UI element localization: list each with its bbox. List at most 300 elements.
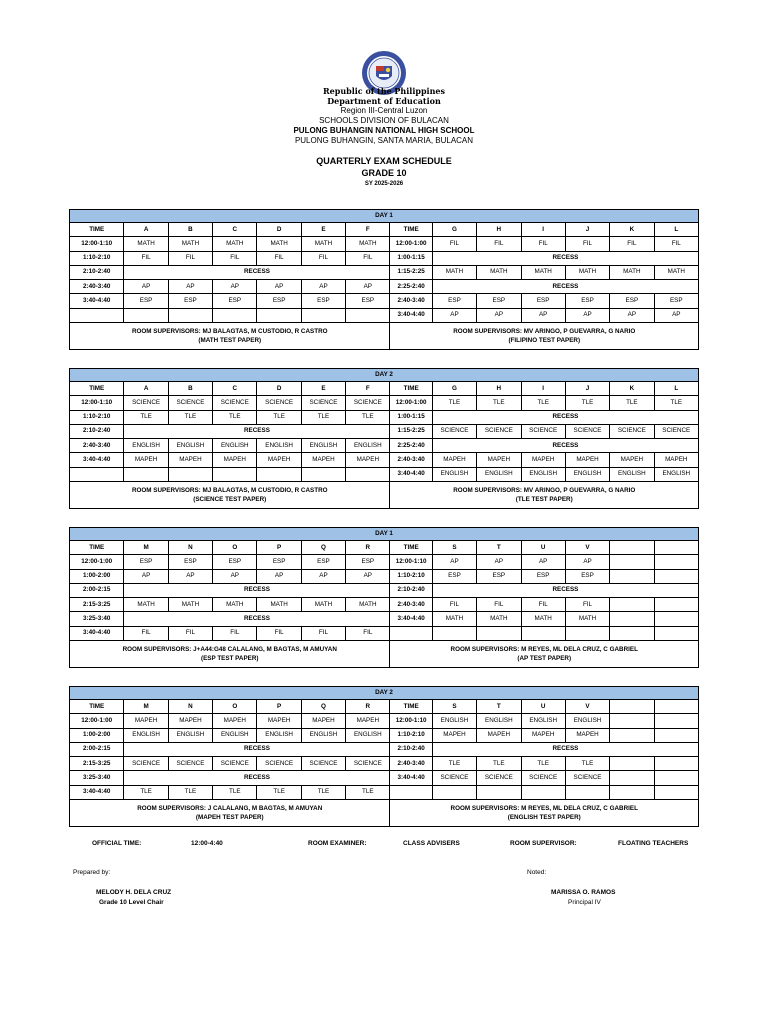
time-cell: 1:15-2:25 xyxy=(390,424,432,438)
schedule-table xyxy=(69,368,699,509)
time-cell: 2:10-2:40 xyxy=(70,265,124,279)
schedule-row xyxy=(70,265,699,279)
recess-cell: RECESS xyxy=(124,583,390,597)
time-cell: 2:40-3:40 xyxy=(390,453,432,467)
official-time-value: 12:00-4:40 xyxy=(191,840,223,847)
subject-cell xyxy=(654,785,698,799)
time-cell: 2:10-2:40 xyxy=(390,742,432,756)
subject-cell: AP xyxy=(257,569,301,583)
section-header: U xyxy=(521,541,565,555)
subject-cell: MAPEH xyxy=(521,728,565,742)
subject-cell: AP xyxy=(301,569,345,583)
subject-cell xyxy=(346,467,390,481)
section-header: D xyxy=(257,223,301,237)
subject-cell: MATH xyxy=(257,598,301,612)
room-supervisors-right xyxy=(390,482,699,509)
subject-cell: MATH xyxy=(257,237,301,251)
subject-cell: MAPEH xyxy=(213,453,257,467)
time-cell: 1:10-2:10 xyxy=(390,569,432,583)
subject-cell: SCIENCE xyxy=(521,424,565,438)
test-paper-label: (ESP TEST PAPER) xyxy=(200,655,259,663)
subject-cell: MATH xyxy=(124,598,168,612)
subject-cell: MATH xyxy=(432,265,476,279)
section-header xyxy=(654,700,698,714)
subject-cell: FIL xyxy=(213,251,257,265)
subject-cell: AP xyxy=(124,280,168,294)
time-cell: 12:00-1:00 xyxy=(390,237,432,251)
time-cell: 12:00-1:00 xyxy=(390,396,432,410)
section-header: J xyxy=(565,382,609,396)
recess-cell: RECESS xyxy=(432,410,698,424)
section-header: C xyxy=(213,223,257,237)
section-header: P xyxy=(257,700,301,714)
subject-cell: ENGLISH xyxy=(654,467,698,481)
subject-cell: TLE xyxy=(168,785,212,799)
section-header: G xyxy=(432,382,476,396)
column-header-row xyxy=(70,382,699,396)
recess-cell: RECESS xyxy=(432,742,698,756)
column-header-row xyxy=(70,541,699,555)
subject-cell: MATH xyxy=(213,598,257,612)
subject-cell: ENGLISH xyxy=(565,714,609,728)
subject-cell: AP xyxy=(477,555,521,569)
subject-cell xyxy=(168,467,212,481)
recess-cell: RECESS xyxy=(124,771,390,785)
noter-title: Principal IV xyxy=(568,899,601,906)
section-header: L xyxy=(654,382,698,396)
subject-cell: FIL xyxy=(565,598,609,612)
subject-cell: SCIENCE xyxy=(168,757,212,771)
time-cell: 1:00-2:00 xyxy=(70,569,124,583)
time-cell: 12:00-1:00 xyxy=(70,555,124,569)
subject-cell: TLE xyxy=(257,410,301,424)
school-name: PULONG BUHANGIN NATIONAL HIGH SCHOOL xyxy=(293,126,475,135)
subject-cell: MAPEH xyxy=(432,453,476,467)
section-header: P xyxy=(257,541,301,555)
time-cell: 3:25-3:40 xyxy=(70,771,124,785)
section-header: Q xyxy=(301,700,345,714)
section-header: M xyxy=(124,700,168,714)
time-cell: 3:40-4:40 xyxy=(390,612,432,626)
subject-cell: SCIENCE xyxy=(477,771,521,785)
schedule-row xyxy=(70,785,699,799)
subject-cell: SCIENCE xyxy=(257,396,301,410)
department-line: Department of Education xyxy=(327,96,441,106)
subject-cell: SCIENCE xyxy=(213,396,257,410)
recess-cell: RECESS xyxy=(124,612,390,626)
day-header-row xyxy=(70,687,699,700)
subject-cell: MATH xyxy=(521,612,565,626)
schedule-row xyxy=(70,757,699,771)
section-header: U xyxy=(521,700,565,714)
time-cell: 1:10-2:10 xyxy=(390,728,432,742)
time-cell: 2:40-3:40 xyxy=(70,280,124,294)
subject-cell: MAPEH xyxy=(565,453,609,467)
subject-cell: ENGLISH xyxy=(565,467,609,481)
section-header: B xyxy=(168,382,212,396)
subject-cell xyxy=(477,626,521,640)
subject-cell: ENGLISH xyxy=(168,728,212,742)
subject-cell: TLE xyxy=(124,410,168,424)
subject-cell: FIL xyxy=(477,237,521,251)
subject-cell: MAPEH xyxy=(257,714,301,728)
subject-cell: ESP xyxy=(432,294,476,308)
subject-cell xyxy=(168,308,212,322)
day-label: DAY 1 xyxy=(70,210,699,223)
subject-cell: MATH xyxy=(565,612,609,626)
subject-cell: ESP xyxy=(565,294,609,308)
schedule-row xyxy=(70,453,699,467)
time-cell: 3:40-4:40 xyxy=(390,308,432,322)
schedule-table xyxy=(69,686,699,827)
subject-cell: SCIENCE xyxy=(654,424,698,438)
supervisor-names: ROOM SUPERVISORS: M REYES, ML DELA CRUZ, C GABRIEL xyxy=(450,645,638,653)
room-examiner-value: CLASS ADVISERS xyxy=(403,840,460,847)
subject-cell: FIL xyxy=(432,598,476,612)
recess-cell: RECESS xyxy=(124,265,390,279)
subject-cell: SCIENCE xyxy=(301,396,345,410)
schedule-row xyxy=(70,626,699,640)
time-cell: 3:40-4:40 xyxy=(70,294,124,308)
subject-cell: SCIENCE xyxy=(565,771,609,785)
section-header: E xyxy=(301,382,345,396)
subject-cell xyxy=(654,626,698,640)
noter-name: MARISSA O. RAMOS xyxy=(551,889,616,896)
schedule-row xyxy=(70,439,699,453)
subject-cell: MATH xyxy=(301,598,345,612)
subject-cell: TLE xyxy=(565,396,609,410)
subject-cell: SCIENCE xyxy=(346,757,390,771)
subject-cell xyxy=(610,728,654,742)
subject-cell: FIL xyxy=(521,237,565,251)
noted-label: Noted: xyxy=(527,869,547,876)
subject-cell: FIL xyxy=(124,626,168,640)
region-line: Region III-Central Luzon xyxy=(340,106,428,115)
section-header: Q xyxy=(301,541,345,555)
subject-cell: AP xyxy=(477,308,521,322)
section-header: V xyxy=(565,700,609,714)
schedule-table xyxy=(69,527,699,668)
time-cell: 3:40-4:40 xyxy=(390,771,432,785)
room-supervisors-left xyxy=(70,323,390,350)
time-cell: 2:15-3:25 xyxy=(70,598,124,612)
subject-cell: MAPEH xyxy=(654,453,698,467)
subject-cell: TLE xyxy=(521,396,565,410)
subject-cell xyxy=(346,308,390,322)
grade-label: GRADE 10 xyxy=(361,168,407,178)
subject-cell: ESP xyxy=(213,294,257,308)
day-header-row xyxy=(70,369,699,382)
subject-cell: FIL xyxy=(346,251,390,265)
subject-cell: ENGLISH xyxy=(346,439,390,453)
time-cell: 12:00-1:10 xyxy=(390,555,432,569)
subject-cell: MATH xyxy=(346,237,390,251)
subject-cell xyxy=(610,555,654,569)
subject-cell: MAPEH xyxy=(213,714,257,728)
section-header: I xyxy=(521,382,565,396)
recess-cell: RECESS xyxy=(432,439,698,453)
subject-cell: ESP xyxy=(257,555,301,569)
section-header: H xyxy=(477,382,521,396)
schedule-row xyxy=(70,742,699,756)
subject-cell: MATH xyxy=(432,612,476,626)
schedule-table xyxy=(69,209,699,350)
subject-cell xyxy=(257,467,301,481)
test-paper-label: (TLE TEST PAPER) xyxy=(515,496,573,504)
supervisor-names: ROOM SUPERVISORS: MV ARINGO, P GUEVARRA, G NARIO xyxy=(453,486,636,494)
subject-cell: ENGLISH xyxy=(168,439,212,453)
section-header: K xyxy=(610,223,654,237)
subject-cell: ENGLISH xyxy=(432,467,476,481)
subject-cell xyxy=(521,785,565,799)
time-cell: 1:00-1:15 xyxy=(390,410,432,424)
subject-cell: MATH xyxy=(301,237,345,251)
time-cell: 2:00-2:15 xyxy=(70,583,124,597)
subject-cell: SCIENCE xyxy=(610,424,654,438)
subject-cell xyxy=(654,612,698,626)
subject-cell: AP xyxy=(565,308,609,322)
subject-cell: MAPEH xyxy=(168,453,212,467)
subject-cell xyxy=(124,467,168,481)
subject-cell xyxy=(654,771,698,785)
schedule-row xyxy=(70,612,699,626)
subject-cell: ESP xyxy=(124,555,168,569)
subject-cell: ENGLISH xyxy=(301,439,345,453)
subject-cell: MAPEH xyxy=(477,453,521,467)
day-label: DAY 2 xyxy=(70,369,699,382)
subject-cell: ESP xyxy=(213,555,257,569)
room-supervisor-value: FLOATING TEACHERS xyxy=(618,840,689,847)
day-label: DAY 1 xyxy=(70,528,699,541)
division-line: SCHOOLS DIVISION OF BULACAN xyxy=(319,116,449,125)
subject-cell: TLE xyxy=(213,410,257,424)
subject-cell xyxy=(610,757,654,771)
subject-cell: ENGLISH xyxy=(610,467,654,481)
subject-cell: FIL xyxy=(477,598,521,612)
subject-cell: TLE xyxy=(477,396,521,410)
subject-cell: FIL xyxy=(654,237,698,251)
subject-cell: TLE xyxy=(610,396,654,410)
time-cell: 12:00-1:10 xyxy=(390,714,432,728)
subject-cell: ENGLISH xyxy=(477,714,521,728)
subject-cell: AP xyxy=(168,280,212,294)
subject-cell: SCIENCE xyxy=(257,757,301,771)
subject-cell: MAPEH xyxy=(124,714,168,728)
subject-cell xyxy=(654,757,698,771)
subject-cell: ENGLISH xyxy=(432,714,476,728)
subject-cell: MATH xyxy=(521,265,565,279)
subject-cell xyxy=(301,308,345,322)
subject-cell: MAPEH xyxy=(346,453,390,467)
day-label: DAY 2 xyxy=(70,687,699,700)
subject-cell: ENGLISH xyxy=(477,467,521,481)
prepared-by-label: Prepared by: xyxy=(73,869,111,876)
section-header: O xyxy=(213,541,257,555)
supervisor-row xyxy=(70,323,699,350)
subject-cell: ESP xyxy=(301,555,345,569)
subject-cell: SCIENCE xyxy=(565,424,609,438)
subject-cell: MATH xyxy=(477,265,521,279)
schedule-row xyxy=(70,251,699,265)
time-cell: 3:40-4:40 xyxy=(390,467,432,481)
time-cell: 2:40-3:40 xyxy=(390,598,432,612)
subject-cell: MATH xyxy=(654,265,698,279)
subject-cell xyxy=(654,728,698,742)
subject-cell: TLE xyxy=(168,410,212,424)
time-cell: 3:25-3:40 xyxy=(70,612,124,626)
time-cell: 2:25-2:40 xyxy=(390,439,432,453)
subject-cell xyxy=(610,785,654,799)
time-cell: 2:40-3:40 xyxy=(390,757,432,771)
recess-cell: RECESS xyxy=(432,280,698,294)
school-year: SY 2025-2026 xyxy=(364,181,404,187)
schedule-row xyxy=(70,424,699,438)
subject-cell: FIL xyxy=(301,251,345,265)
recess-cell: RECESS xyxy=(432,583,698,597)
subject-cell: MATH xyxy=(346,598,390,612)
preparer-name: MELODY H. DELA CRUZ xyxy=(96,889,172,896)
schedule-row xyxy=(70,280,699,294)
subject-cell: TLE xyxy=(521,757,565,771)
test-paper-label: (AP TEST PAPER) xyxy=(517,655,572,663)
subject-cell: MATH xyxy=(565,265,609,279)
subject-cell xyxy=(610,771,654,785)
subject-cell: AP xyxy=(301,280,345,294)
subject-cell: TLE xyxy=(432,396,476,410)
subject-cell: ESP xyxy=(477,294,521,308)
section-header: C xyxy=(213,382,257,396)
subject-cell: ESP xyxy=(257,294,301,308)
subject-cell: SCIENCE xyxy=(124,396,168,410)
subject-cell: MAPEH xyxy=(301,453,345,467)
subject-cell: TLE xyxy=(213,785,257,799)
subject-cell: MAPEH xyxy=(521,453,565,467)
subject-cell: MAPEH xyxy=(124,453,168,467)
subject-cell: TLE xyxy=(257,785,301,799)
subject-cell: AP xyxy=(610,308,654,322)
subject-cell: FIL xyxy=(168,626,212,640)
subject-cell xyxy=(124,308,168,322)
section-header: G xyxy=(432,223,476,237)
subject-cell xyxy=(213,308,257,322)
supervisor-row xyxy=(70,482,699,509)
section-header: E xyxy=(301,223,345,237)
subject-cell: SCIENCE xyxy=(477,424,521,438)
subject-cell: AP xyxy=(521,308,565,322)
subject-cell: FIL xyxy=(521,598,565,612)
section-header: S xyxy=(432,541,476,555)
subject-cell: FIL xyxy=(301,626,345,640)
time-cell xyxy=(70,467,124,481)
subject-cell: AP xyxy=(521,555,565,569)
subject-cell: AP xyxy=(124,569,168,583)
subject-cell: MATH xyxy=(477,612,521,626)
school-address: PULONG BUHANGIN, SANTA MARIA, BULACAN xyxy=(294,136,474,145)
subject-cell: ENGLISH xyxy=(257,728,301,742)
subject-cell: ESP xyxy=(565,569,609,583)
supervisor-row xyxy=(70,641,699,668)
subject-cell xyxy=(213,467,257,481)
section-header: K xyxy=(610,382,654,396)
section-header xyxy=(654,541,698,555)
subject-cell: MAPEH xyxy=(168,714,212,728)
schedule-row xyxy=(70,569,699,583)
section-header: N xyxy=(168,541,212,555)
test-paper-label: (SCIENCE TEST PAPER) xyxy=(193,496,267,504)
time-cell: 2:40-3:40 xyxy=(390,294,432,308)
test-paper-label: (ENGLISH TEST PAPER) xyxy=(507,814,581,822)
section-header: R xyxy=(346,700,390,714)
subject-cell: MATH xyxy=(124,237,168,251)
section-header: T xyxy=(477,541,521,555)
time-header: TIME xyxy=(390,541,432,555)
time-cell: 1:15-2:25 xyxy=(390,265,432,279)
subject-cell: MATH xyxy=(610,265,654,279)
time-cell: 1:00-1:15 xyxy=(390,251,432,265)
subject-cell xyxy=(477,785,521,799)
time-cell: 2:10-2:40 xyxy=(390,583,432,597)
subject-cell: AP xyxy=(346,280,390,294)
subject-cell: SCIENCE xyxy=(346,396,390,410)
time-cell: 12:00-1:10 xyxy=(70,237,124,251)
section-header: F xyxy=(346,223,390,237)
room-examiner-label: ROOM EXAMINER: xyxy=(308,840,367,847)
subject-cell: ESP xyxy=(124,294,168,308)
time-cell: 3:40-4:40 xyxy=(70,626,124,640)
time-cell: 1:00-2:00 xyxy=(70,728,124,742)
subject-cell: ESP xyxy=(521,294,565,308)
subject-cell: TLE xyxy=(432,757,476,771)
section-header: N xyxy=(168,700,212,714)
section-header: R xyxy=(346,541,390,555)
subject-cell: MAPEH xyxy=(610,453,654,467)
subject-cell: SCIENCE xyxy=(213,757,257,771)
subject-cell: SCIENCE xyxy=(432,771,476,785)
subject-cell: ENGLISH xyxy=(346,728,390,742)
section-header xyxy=(610,700,654,714)
subject-cell: ESP xyxy=(654,294,698,308)
schedule-row xyxy=(70,555,699,569)
subject-cell xyxy=(565,626,609,640)
subject-cell: FIL xyxy=(565,237,609,251)
subject-cell: FIL xyxy=(124,251,168,265)
subject-cell: ESP xyxy=(346,294,390,308)
subject-cell: AP xyxy=(432,555,476,569)
subject-cell: ENGLISH xyxy=(301,728,345,742)
time-header: TIME xyxy=(70,382,124,396)
supervisor-names: ROOM SUPERVISORS: J CALALANG, M BAGTAS, M AMUYAN xyxy=(137,804,323,812)
subject-cell xyxy=(432,626,476,640)
room-supervisor-label: ROOM SUPERVISOR: xyxy=(510,840,577,847)
schedule-row xyxy=(70,583,699,597)
subject-cell: TLE xyxy=(654,396,698,410)
time-cell: 1:10-2:10 xyxy=(70,410,124,424)
subject-cell: MAPEH xyxy=(565,728,609,742)
recess-cell: RECESS xyxy=(432,251,698,265)
subject-cell: ESP xyxy=(477,569,521,583)
section-header: A xyxy=(124,223,168,237)
subject-cell xyxy=(610,714,654,728)
subject-cell: TLE xyxy=(346,785,390,799)
subject-cell: MATH xyxy=(168,237,212,251)
subject-cell: MAPEH xyxy=(477,728,521,742)
subject-cell: FIL xyxy=(432,237,476,251)
subject-cell: MAPEH xyxy=(301,714,345,728)
schedule-row xyxy=(70,714,699,728)
schedule-row xyxy=(70,467,699,481)
section-header: S xyxy=(432,700,476,714)
section-header: F xyxy=(346,382,390,396)
